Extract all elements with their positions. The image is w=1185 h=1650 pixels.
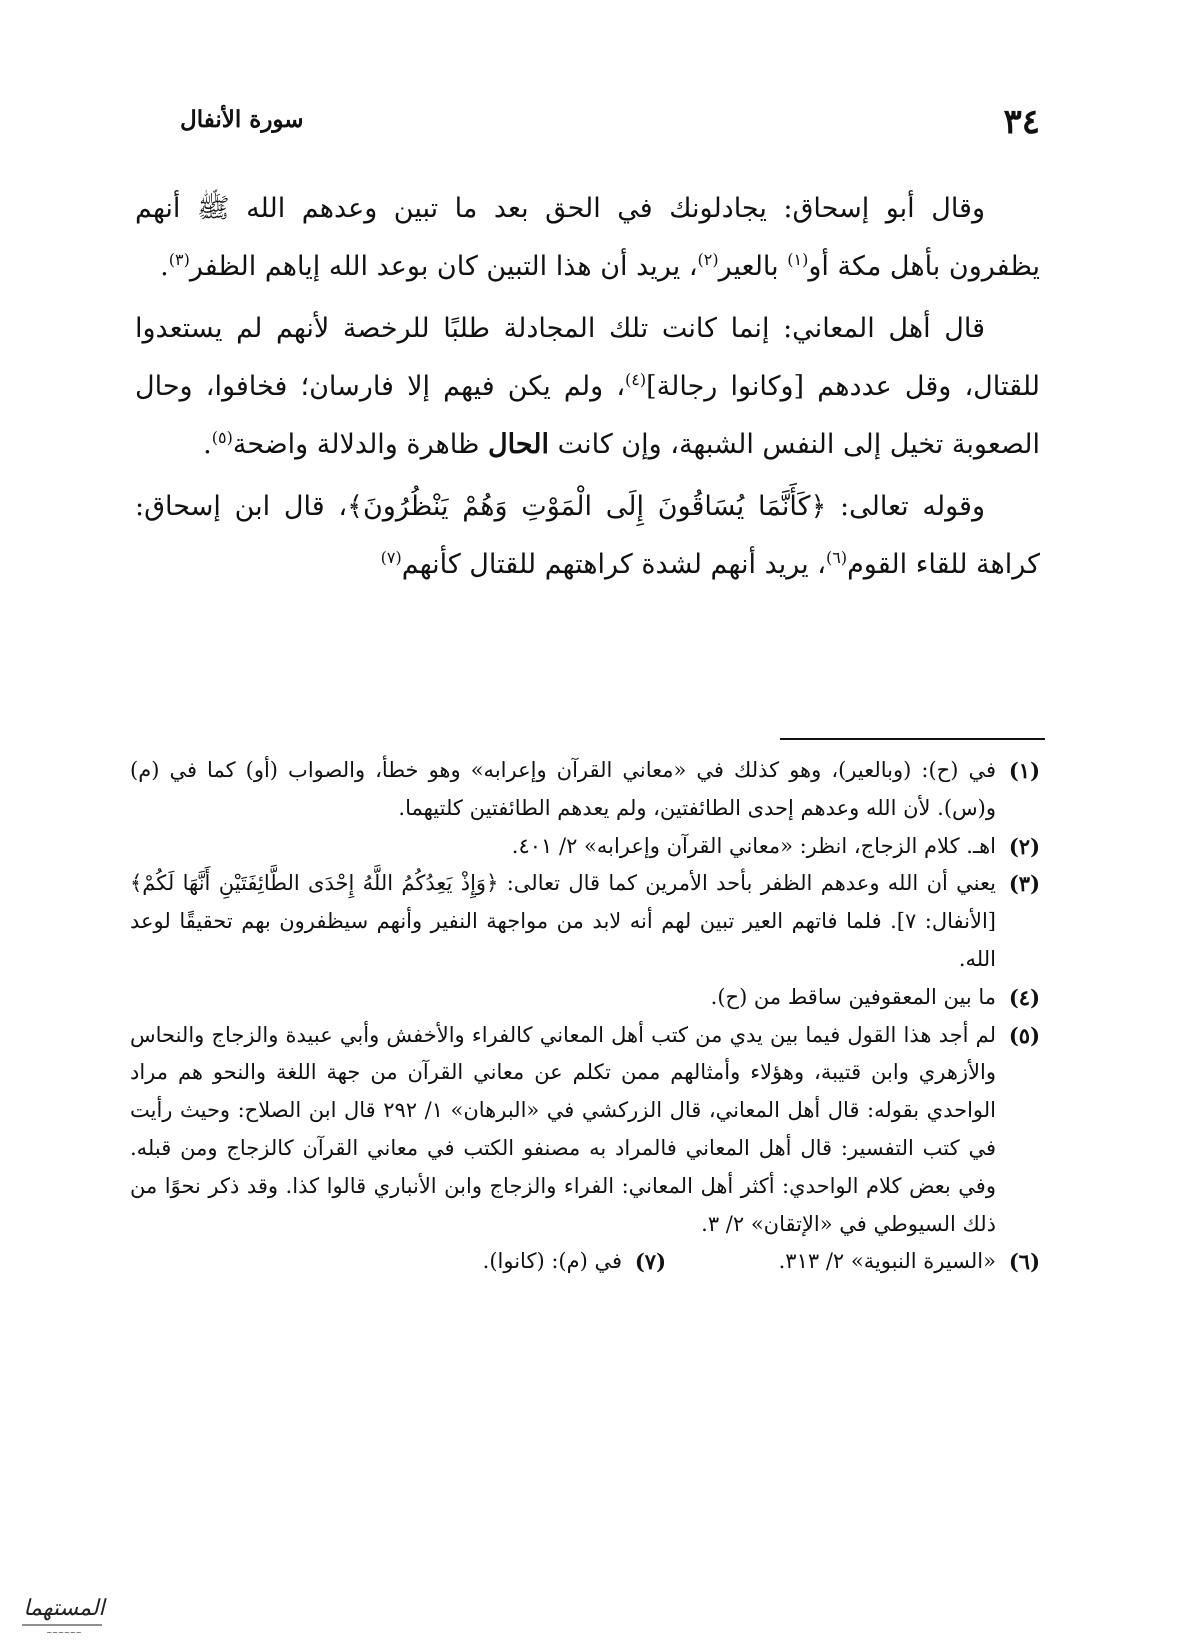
footnote-number: (٣): [1008, 871, 1040, 897]
footnote-4: [130, 979, 1040, 1017]
footnote-number: (٦): [1008, 1249, 1040, 1275]
footnote-1: [130, 752, 1040, 828]
footnote-text: في (ح): (وبالعير)، وهو كذلك في «معاني القرآن وإعرابه» وهو خطأ، والصواب (أو) كما في (م) و(س). لأن الله وعدهم إحدى الطائفتين، ولم يعدهم الطائفتين كلتيهما.: [130, 758, 996, 820]
paragraph-2-text-b: ، ولم يكن فيهم إلا فارسان؛ فخافوا، وحال الصعوبة تخيل إلى النفس الشبهة، وإن كانت: [135, 371, 1040, 460]
watermark-logo: [14, 1585, 109, 1637]
running-title: سورة الأنفال: [180, 106, 304, 133]
paragraph-1: [135, 180, 1040, 296]
paragraph-1-text-b: بالعير: [718, 251, 788, 282]
paragraph-1-text-d: .: [160, 251, 169, 282]
footnote-text: في (م): (كانوا).: [482, 1249, 622, 1274]
footnotes-6-7: [130, 1243, 1040, 1281]
main-text: [135, 180, 1040, 598]
paragraph-3: [135, 478, 1040, 594]
paragraph-2-bold: الحال: [488, 429, 550, 460]
footnote-number: (٥): [1008, 1022, 1040, 1048]
paragraph-3-text: وقوله تعالى:: [826, 491, 985, 522]
footnote-ref-6[interactable]: (٦): [825, 548, 848, 567]
footnote-number: (١): [1008, 758, 1040, 783]
footnote-ref-7[interactable]: (٧): [380, 548, 402, 567]
page-header: [180, 102, 1040, 142]
footnote-ref-4[interactable]: (٤): [625, 370, 647, 389]
footnote-5: [130, 1017, 1040, 1244]
footnote-ref-1[interactable]: (١): [787, 250, 809, 269]
footnote-text: لم أجد هذا القول فيما بين يدي من كتب أهل المعاني كالفراء والأخفش وأبي عبيدة والزجاج والنحاس والأزهري وابن قتيبة، وهؤلاء وأمثالهم ممن تكلم عن معاني القرآن من جهة اللغة والنحو هم مراد الواحدي بقوله: قال أهل المعاني، قال الزركشي في «البرهان» ١/ ٢٩٢ قال ابن الصلاح: وحيث رأيت في كتب التفسير: قال أهل المعاني فالمراد به مصنفو الكتب في معاني القرآن كالزجاج ومن قبله. وفي بعض كلام الواحدي: أكثر أهل المعاني: الفراء والزجاج وابن الأنباري قالوا كذا. وقد ذكر نحوًا من ذلك السيوطي في «الإتقان» ٢/ ٣.: [130, 1022, 996, 1236]
paragraph-2-text: قال أهل المعاني: إنما كانت تلك المجادلة طلبًا للرخصة لأنهم لم يستعدوا للقتال، وقل عددهم [وكانوا رجالة]: [135, 313, 1040, 402]
quran-verse: ﴿كَأَنَّمَا يُسَاقُونَ إِلَى الْمَوْتِ وَهُمْ يَنْظُرُونَ﴾: [347, 491, 827, 522]
footnote-text: اهـ. كلام الزجاج، انظر: «معاني القرآن وإعرابه» ٢/ ٤٠١.: [511, 833, 996, 858]
paragraph-1-text: وقال أبو إسحاق: يجادلونك في الحق بعد ما تبين وعدهم الله ﷺ أنهم يظفرون بأهل مكة أو: [135, 193, 1040, 282]
paragraph-3-text-b: ، قال ابن إسحاق: كراهة للقاء القوم: [135, 491, 1040, 580]
footnote-number: (٧): [634, 1249, 666, 1275]
svg-text:~~~~~~: ~~~~~~: [46, 1629, 82, 1637]
footnote-text: «السيرة النبوية» ٢/ ٣١٣.: [778, 1249, 996, 1274]
footnote-3: [130, 865, 1040, 978]
footnote-number: (٤): [1008, 984, 1040, 1010]
footnote-number: (٢): [1008, 833, 1040, 859]
paragraph-2: [135, 300, 1040, 474]
footnote-ref-2[interactable]: (٢): [697, 250, 719, 269]
paragraph-2-text-d: .: [203, 429, 212, 460]
paragraph-3-text-c: ، يريد أنهم لشدة كراهتهم للقتال كأنهم: [401, 549, 826, 580]
footnotes: [130, 752, 1040, 1281]
footnote-ref-5[interactable]: (٥): [211, 428, 233, 447]
paragraph-1-text-c: ، يريد أن هذا التبين كان بوعد الله إياهم الظفر: [189, 251, 698, 282]
paragraph-2-text-c: ظاهرة والدلالة واضحة: [232, 429, 488, 460]
svg-text:المستهما: المستهما: [23, 1596, 105, 1621]
footnote-2: [130, 828, 1040, 866]
footnote-separator: [780, 738, 1045, 740]
footnote-ref-3[interactable]: (٣): [168, 250, 190, 269]
footnote-text: ما بين المعقوفين ساقط من (ح).: [710, 984, 996, 1009]
page-number: ٣٤: [1003, 102, 1040, 142]
footnote-text: يعني أن الله وعدهم الظفر بأحد الأمرين كما قال تعالى: ﴿وَإِذْ يَعِدُكُمُ اللَّهُ إِحْدَى الطَّائِفَتَيْنِ أَنَّهَا لَكُمْ﴾ [الأنفال: ٧]. فلما فاتهم العير تبين لهم أنه لابد من مواجهة النفير وأنهم سيظفرون بهم تحقيقًا لوعد الله.: [130, 871, 996, 971]
